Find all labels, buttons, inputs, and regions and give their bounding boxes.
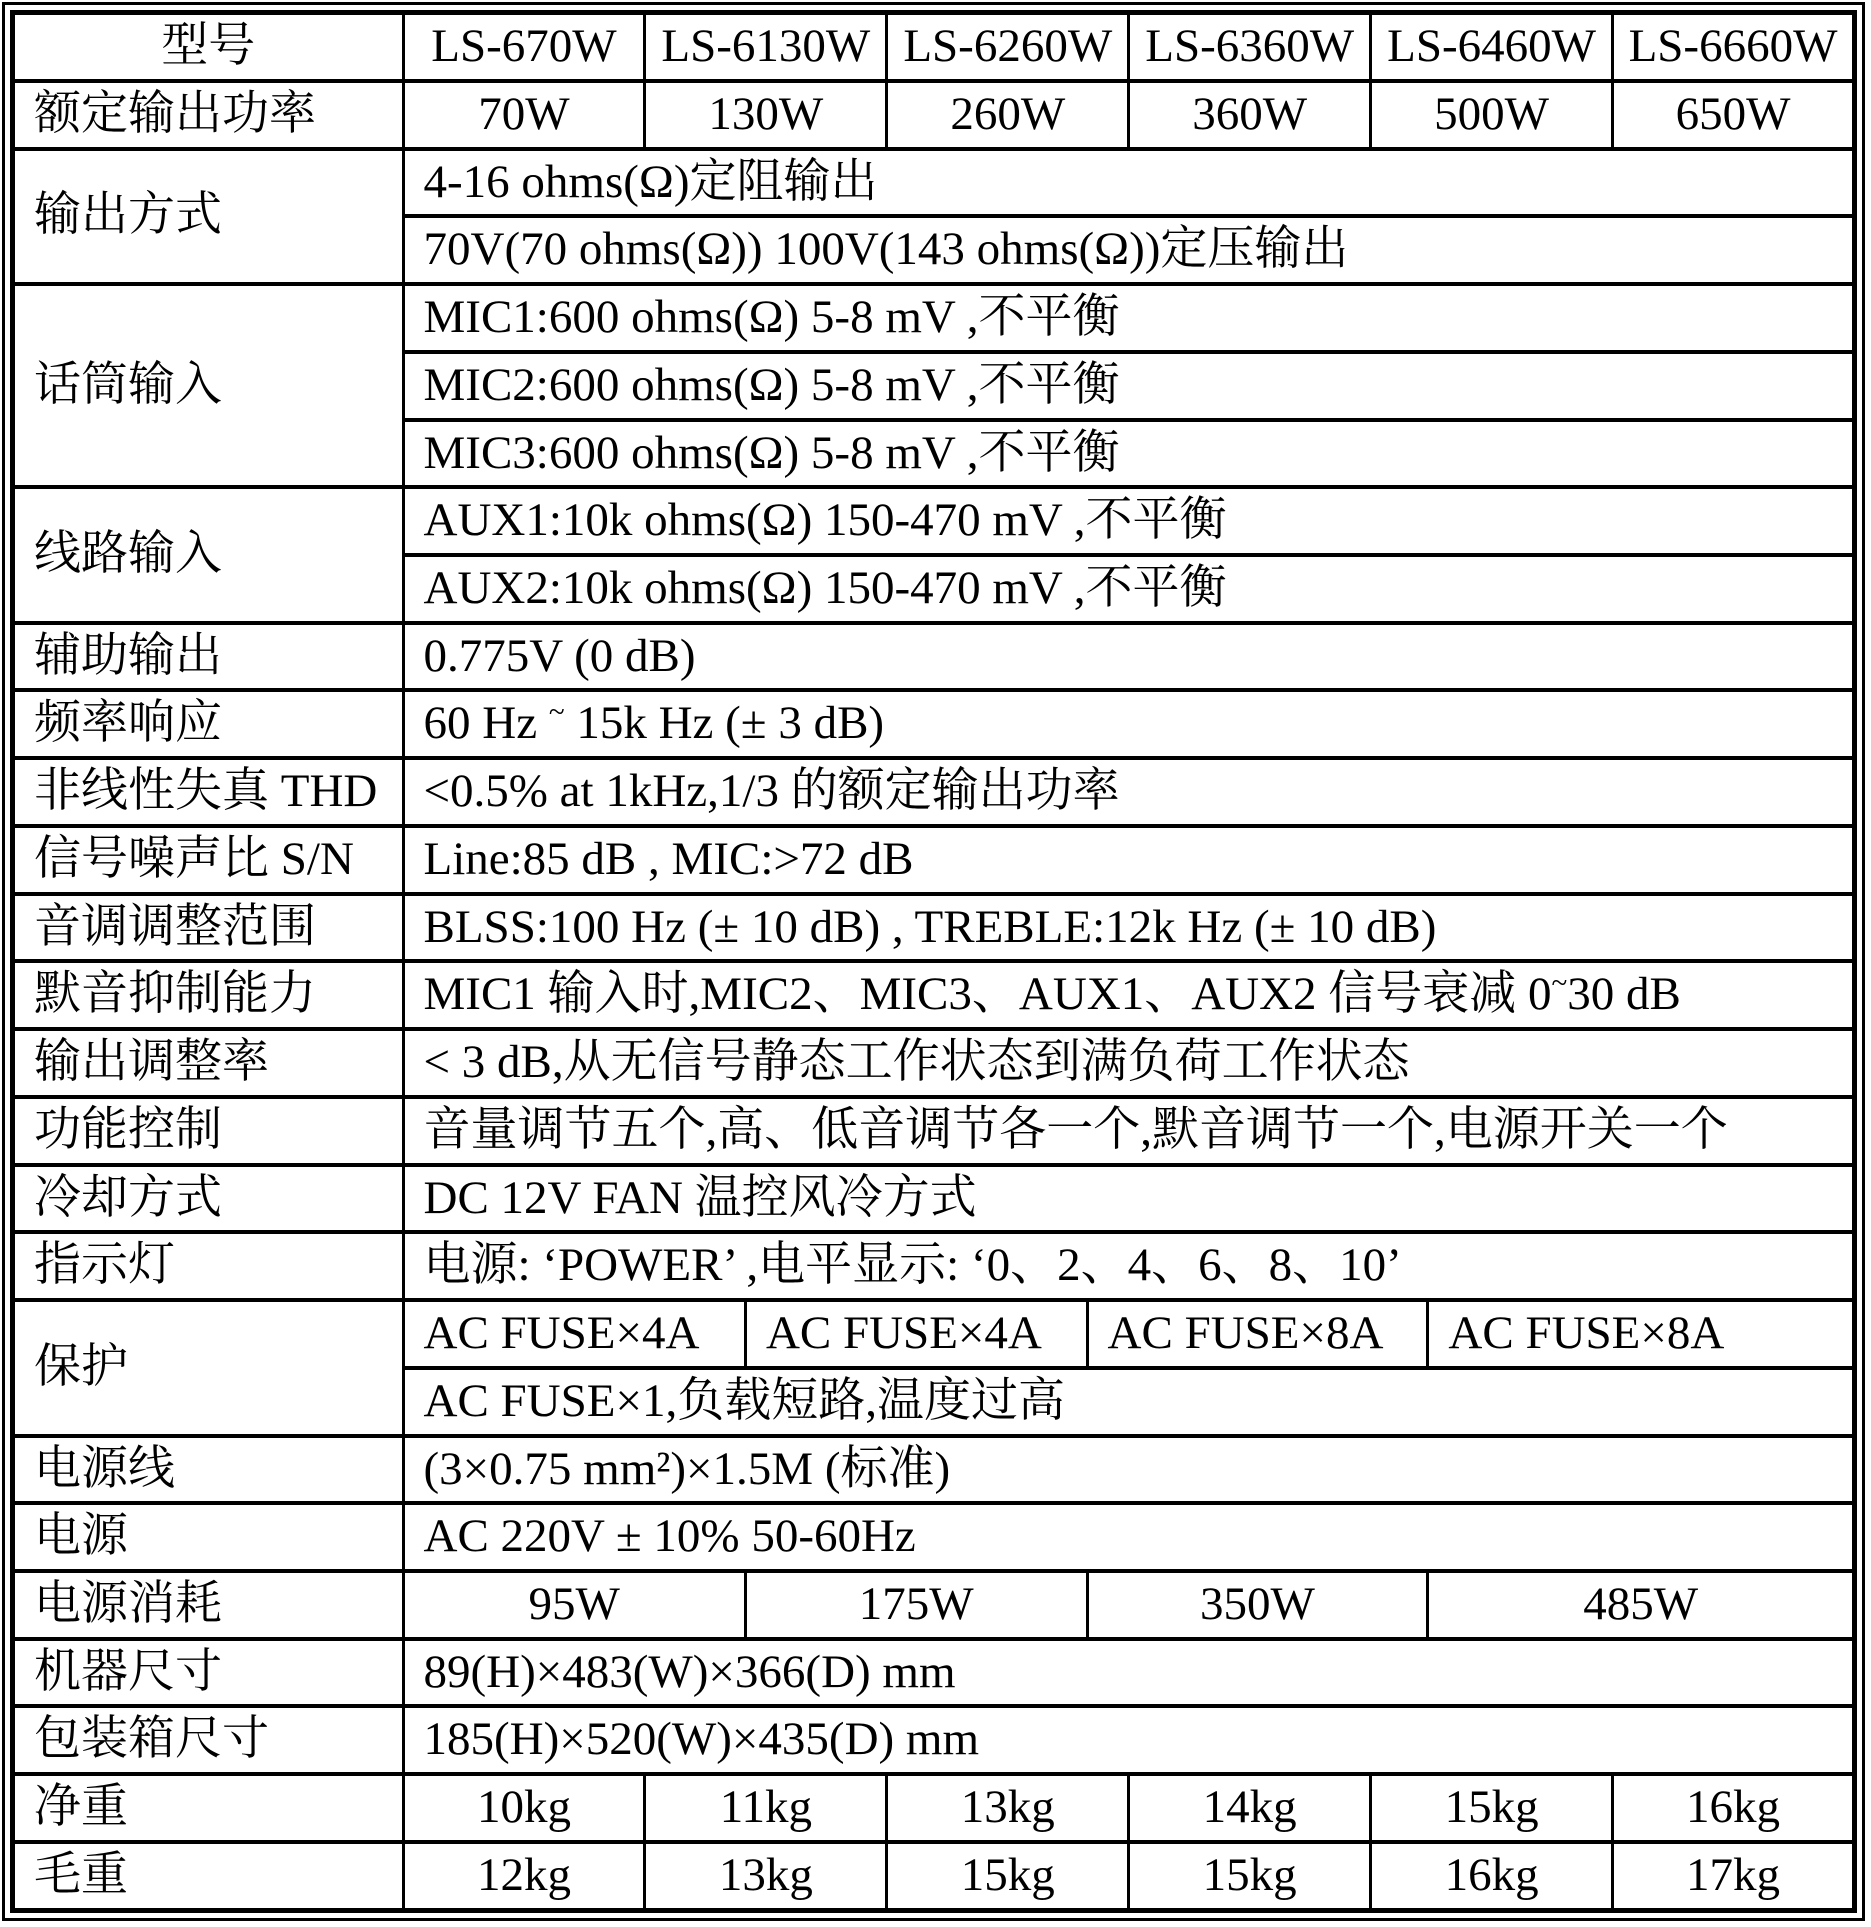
fuse-cell: AC FUSE×8A xyxy=(1086,1302,1427,1366)
row-net-weight xyxy=(13,1774,1855,1842)
aux-output-value: 0.775V (0 dB) xyxy=(403,623,1855,691)
table-outer-frame xyxy=(2,2,1865,1921)
freq-response-value: 60 Hz ~ 15k Hz (± 3 dB) xyxy=(403,690,1855,758)
label-rated-power: 额定输出功率 xyxy=(13,81,404,149)
label-mute-suppression: 默音抑制能力 xyxy=(13,961,404,1029)
row-power-cord xyxy=(13,1436,1855,1504)
cooling-value: DC 12V FAN 温控风冷方式 xyxy=(403,1165,1855,1233)
mic-input-line1: MIC1:600 ohms(Ω) 5-8 mV ,不平衡 xyxy=(403,284,1855,352)
thd-value: <0.5% at 1kHz,1/3 的额定输出功率 xyxy=(403,758,1855,826)
row-power-consumption xyxy=(13,1571,1855,1639)
mic-input-line2: MIC2:600 ohms(Ω) 5-8 mV ,不平衡 xyxy=(403,352,1855,420)
net-weight-cell: 11kg xyxy=(645,1774,887,1842)
label-output-regulation: 输出调整率 xyxy=(13,1029,404,1097)
row-model-header xyxy=(13,13,1855,81)
net-weight-cell: 15kg xyxy=(1371,1774,1613,1842)
power-consumption-row xyxy=(403,1571,1855,1639)
protection-line2: AC FUSE×1,负载短路,温度过高 xyxy=(403,1368,1855,1436)
net-weight-cell: 16kg xyxy=(1613,1774,1855,1842)
power-consumption-cell: 485W xyxy=(1426,1573,1852,1637)
output-mode-line1: 4-16 ohms(Ω)定阻输出 xyxy=(403,149,1855,217)
row-cooling xyxy=(13,1165,1855,1233)
rated-power-cell: 70W xyxy=(403,81,645,149)
row-rated-power xyxy=(13,81,1855,149)
row-aux-output xyxy=(13,623,1855,691)
row-protection-fuses xyxy=(13,1300,1855,1368)
row-tone-range xyxy=(13,894,1855,962)
label-cooling: 冷却方式 xyxy=(13,1165,404,1233)
snr-value: Line:85 dB , MIC:>72 dB xyxy=(403,826,1855,894)
line-input-line1: AUX1:10k ohms(Ω) 150-470 mV ,不平衡 xyxy=(403,487,1855,555)
label-protection: 保护 xyxy=(13,1300,404,1435)
function-control-value: 音量调节五个,高、低音调节各一个,默音调节一个,电源开关一个 xyxy=(403,1097,1855,1165)
row-mute-suppression xyxy=(13,961,1855,1029)
line-input-line2: AUX2:10k ohms(Ω) 150-470 mV ,不平衡 xyxy=(403,555,1855,623)
label-indicators: 指示灯 xyxy=(13,1232,404,1300)
row-function-control xyxy=(13,1097,1855,1165)
row-mic-input-1 xyxy=(13,284,1855,352)
row-indicators xyxy=(13,1232,1855,1300)
fuse-cell: AC FUSE×8A xyxy=(1426,1302,1852,1366)
package-size-value: 185(H)×520(W)×435(D) mm xyxy=(403,1706,1855,1774)
protection-fuse-grid xyxy=(405,1302,1853,1366)
label-net-weight: 净重 xyxy=(13,1774,404,1842)
label-output-mode: 输出方式 xyxy=(13,149,404,284)
row-line-input-1 xyxy=(13,487,1855,555)
row-gross-weight xyxy=(13,1842,1855,1911)
label-model: 型号 xyxy=(13,13,404,81)
gross-weight-cell: 15kg xyxy=(1129,1842,1371,1911)
row-output-mode-1 xyxy=(13,149,1855,217)
power-consumption-cell: 95W xyxy=(528,1578,620,1631)
label-aux-output: 辅助输出 xyxy=(13,623,404,691)
label-tone-range: 音调调整范围 xyxy=(13,894,404,962)
gross-weight-cell: 17kg xyxy=(1613,1842,1855,1911)
model-name-cell: LS-6260W xyxy=(887,13,1129,81)
spec-table xyxy=(10,10,1857,1913)
power-consumption-cell: 350W xyxy=(1086,1573,1427,1637)
row-power-supply xyxy=(13,1503,1855,1571)
output-regulation-value: < 3 dB,从无信号静态工作状态到满负荷工作状态 xyxy=(403,1029,1855,1097)
tone-range-value: BLSS:100 Hz (± 10 dB) , TREBLE:12k Hz (± 10 dB) xyxy=(403,894,1855,962)
net-weight-cell: 14kg xyxy=(1129,1774,1371,1842)
indicators-value: 电源: ‘POWER’ ,电平显示: ‘0、2、4、6、8、10’ xyxy=(403,1232,1855,1300)
model-name-cell: LS-6360W xyxy=(1129,13,1371,81)
label-machine-size: 机器尺寸 xyxy=(13,1639,404,1707)
label-thd: 非线性失真 THD xyxy=(13,758,404,826)
gross-weight-cell: 16kg xyxy=(1371,1842,1613,1911)
label-gross-weight: 毛重 xyxy=(13,1842,404,1911)
gross-weight-cell: 15kg xyxy=(887,1842,1129,1911)
row-thd xyxy=(13,758,1855,826)
label-line-input: 线路输入 xyxy=(13,487,404,622)
row-snr xyxy=(13,826,1855,894)
net-weight-cell: 10kg xyxy=(403,1774,645,1842)
power-consumption-grid xyxy=(405,1573,1853,1637)
model-name-cell: LS-6660W xyxy=(1613,13,1855,81)
row-freq-response xyxy=(13,690,1855,758)
label-snr: 信号噪声比 S/N xyxy=(13,826,404,894)
fuse-cell: AC FUSE×4A xyxy=(744,1302,1086,1366)
gross-weight-cell: 13kg xyxy=(645,1842,887,1911)
label-function-control: 功能控制 xyxy=(13,1097,404,1165)
row-package-size xyxy=(13,1706,1855,1774)
rated-power-cell: 130W xyxy=(645,81,887,149)
power-cord-value: (3×0.75 mm²)×1.5M (标准) xyxy=(403,1436,1855,1504)
mic-input-line3: MIC3:600 ohms(Ω) 5-8 mV ,不平衡 xyxy=(403,420,1855,488)
rated-power-cell: 260W xyxy=(887,81,1129,149)
gross-weight-cell: 12kg xyxy=(403,1842,645,1911)
fuse-cell: AC FUSE×4A xyxy=(423,1307,700,1360)
net-weight-cell: 13kg xyxy=(887,1774,1129,1842)
output-mode-line2: 70V(70 ohms(Ω)) 100V(143 ohms(Ω))定压输出 xyxy=(403,216,1855,284)
label-power-consumption: 电源消耗 xyxy=(13,1571,404,1639)
rated-power-cell: 500W xyxy=(1371,81,1613,149)
label-power-cord: 电源线 xyxy=(13,1436,404,1504)
model-name-cell: LS-670W xyxy=(403,13,645,81)
label-freq-response: 频率响应 xyxy=(13,690,404,758)
model-name-cell: LS-6130W xyxy=(645,13,887,81)
power-supply-value: AC 220V ± 10% 50-60Hz xyxy=(403,1503,1855,1571)
row-machine-size xyxy=(13,1639,1855,1707)
row-output-regulation xyxy=(13,1029,1855,1097)
mute-suppression-value: MIC1 输入时,MIC2、MIC3、AUX1、AUX2 信号衰减 0~30 dB xyxy=(403,961,1855,1029)
label-power-supply: 电源 xyxy=(13,1503,404,1571)
rated-power-cell: 650W xyxy=(1613,81,1855,149)
protection-fuse-row xyxy=(403,1300,1855,1368)
model-name-cell: LS-6460W xyxy=(1371,13,1613,81)
machine-size-value: 89(H)×483(W)×366(D) mm xyxy=(403,1639,1855,1707)
label-mic-input: 话筒输入 xyxy=(13,284,404,487)
label-package-size: 包装箱尺寸 xyxy=(13,1706,404,1774)
rated-power-cell: 360W xyxy=(1129,81,1371,149)
power-consumption-cell: 175W xyxy=(744,1573,1086,1637)
